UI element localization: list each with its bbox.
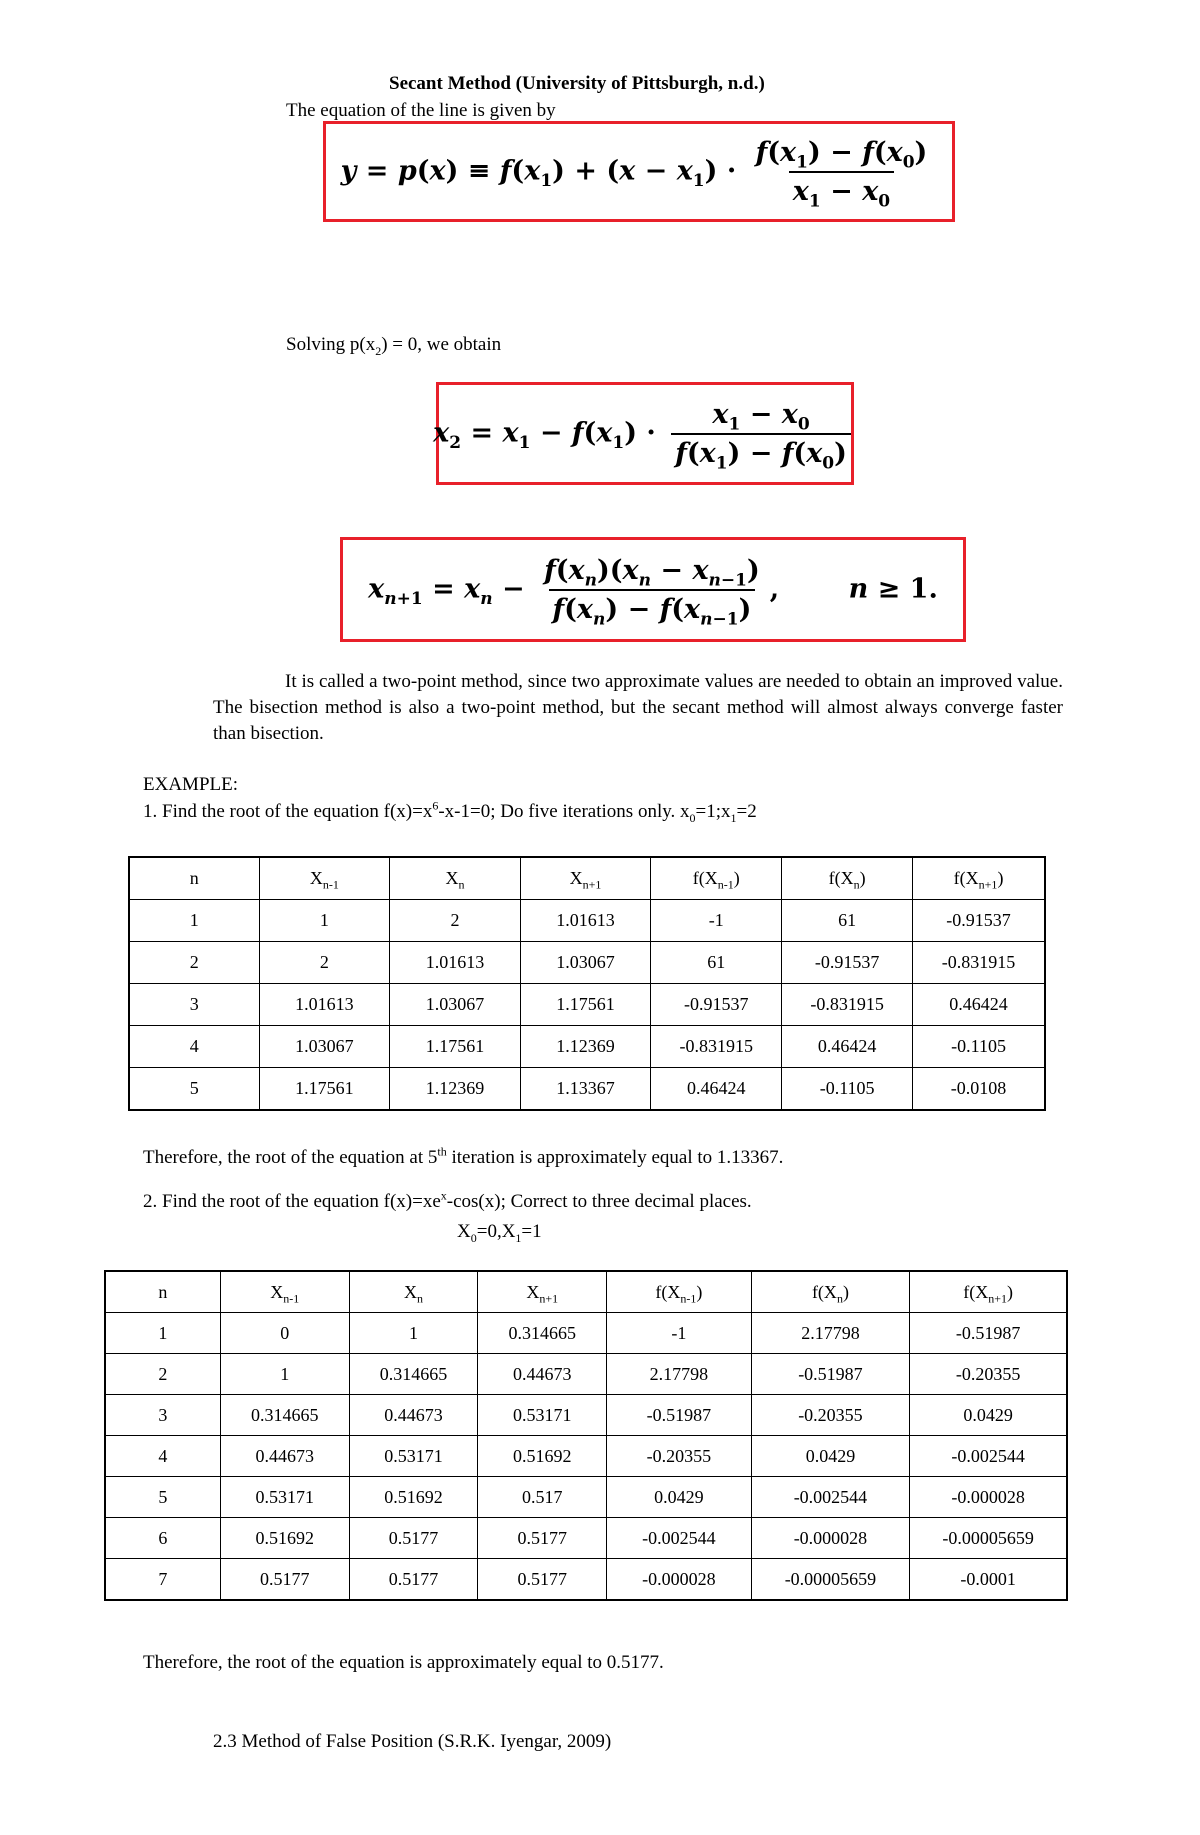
table-cell: -1 <box>607 1313 752 1354</box>
table-cell: -0.002544 <box>910 1436 1067 1477</box>
table-cell: 1 <box>105 1313 220 1354</box>
table-cell: -0.51987 <box>607 1395 752 1436</box>
table-cell: 0.517 <box>478 1477 607 1518</box>
table-row <box>105 1559 1067 1601</box>
example1-prompt: 1. Find the root of the equation $f(x)=x^6-x-1=0$; Do five iterations only. $x_0=1;x_1=2$ <box>143 798 757 825</box>
table-cell: 2.17798 <box>607 1354 752 1395</box>
example-label: EXAMPLE: <box>143 774 238 795</box>
table-cell: 1.03067 <box>520 942 651 984</box>
table-cell: -0.91537 <box>651 984 782 1026</box>
table-cell: 0.5177 <box>478 1518 607 1559</box>
table-cell: 0.46424 <box>913 984 1045 1026</box>
solving-line: Solving $p(x_2) = 0$, we obtain <box>286 334 502 358</box>
table-cell: 3 <box>129 984 259 1026</box>
table-cell: 0.0429 <box>607 1477 752 1518</box>
table-cell: 2 <box>259 942 390 984</box>
table-cell: 61 <box>651 942 782 984</box>
table-cell: -0.20355 <box>910 1354 1067 1395</box>
table-cell: -0.0001 <box>910 1559 1067 1601</box>
t2-header-5: $f(X_n)$ <box>751 1271 910 1313</box>
table-cell: 0.46424 <box>782 1026 913 1068</box>
table-cell: 6 <box>105 1518 220 1559</box>
table-cell: 0.5177 <box>349 1559 478 1601</box>
table-cell: -0.000028 <box>607 1559 752 1601</box>
table-cell: 2 <box>105 1354 220 1395</box>
table-cell: 0.44673 <box>220 1436 349 1477</box>
t1-header-4: $f(X_{n-1})$ <box>651 857 782 900</box>
table-cell: -0.51987 <box>751 1354 910 1395</box>
table-cell: -0.002544 <box>751 1477 910 1518</box>
table-cell: 1 <box>259 900 390 942</box>
table-cell: 3 <box>105 1395 220 1436</box>
table-cell: 1.12369 <box>390 1068 521 1111</box>
table-cell: 5 <box>105 1477 220 1518</box>
table-cell: 0.314665 <box>220 1395 349 1436</box>
t1-header-2: $X_n$ <box>390 857 521 900</box>
table-row <box>105 1313 1067 1354</box>
t2-header-2: $X_n$ <box>349 1271 478 1313</box>
table-cell: 2 <box>390 900 521 942</box>
table-cell: -0.0108 <box>913 1068 1045 1111</box>
table-cell: -0.20355 <box>607 1436 752 1477</box>
table-cell: -0.831915 <box>913 942 1045 984</box>
table-cell: 0.5177 <box>220 1559 349 1601</box>
page-title: Secant Method (University of Pittsburgh, n.d.) <box>389 73 765 94</box>
example1-conclusion: Therefore, the root of the equation at 5th iteration is approximately equal to 1.13367. <box>143 1144 784 1168</box>
table-row <box>105 1518 1067 1559</box>
t1-header-0: n <box>129 857 259 900</box>
secant-iteration-box <box>340 537 966 642</box>
table-row <box>129 942 1045 984</box>
table-cell: -0.00005659 <box>910 1518 1067 1559</box>
table-cell: -0.1105 <box>913 1026 1045 1068</box>
table-cell: -0.831915 <box>782 984 913 1026</box>
t2-header-4: $f(X_{n-1})$ <box>607 1271 752 1313</box>
table-row <box>105 1354 1067 1395</box>
table-row <box>129 1068 1045 1111</box>
x2-equation: $x_2 = x_1 - f(x_1)$ · $\frac{x_1 - x_0}{f(x_1) - f(x_0)}$ <box>433 399 857 469</box>
table-cell: 1.17561 <box>520 984 651 1026</box>
example2-conclusion: Therefore, the root of the equation is approximately equal to 0.5177. <box>143 1652 664 1673</box>
secant-iteration-equation: $x_{n+1} = x_n$ − $\frac{f(x_n)(x_n - x_{n-1})}{f(x_n) - f(x_{n-1})}$ , n ≥ 1. <box>368 554 938 629</box>
table-cell: -0.51987 <box>910 1313 1067 1354</box>
table-row <box>105 1395 1067 1436</box>
table-cell: 0.53171 <box>478 1395 607 1436</box>
table-cell: -0.1105 <box>782 1068 913 1111</box>
table-row <box>105 1436 1067 1477</box>
table-cell: 1 <box>349 1313 478 1354</box>
table-cell: 5 <box>129 1068 259 1111</box>
table-cell: 1.01613 <box>520 900 651 942</box>
table-cell: 0.51692 <box>478 1436 607 1477</box>
table-cell: 2.17798 <box>751 1313 910 1354</box>
table-cell: 1.03067 <box>259 1026 390 1068</box>
intro-line: The equation of the line is given by <box>286 100 556 121</box>
table-cell: 0.314665 <box>478 1313 607 1354</box>
t2-header-1: $X_{n-1}$ <box>220 1271 349 1313</box>
table-cell: 0.44673 <box>478 1354 607 1395</box>
line-equation-box <box>323 121 955 222</box>
t2-header-0: n <box>105 1271 220 1313</box>
table-cell: 0.44673 <box>349 1395 478 1436</box>
table-cell: 0.5177 <box>478 1559 607 1601</box>
explanation-paragraph: It is called a two-point method, since two approximate values are needed to obtain an improved value. The bisection method is also a two-point method, but the secant method will almost always converge faster than bisection. <box>213 671 1063 744</box>
table-cell: -0.91537 <box>913 900 1045 942</box>
table-cell: 7 <box>105 1559 220 1601</box>
t1-header-5: $f(X_n)$ <box>782 857 913 900</box>
example2-initial-values: $X_0=0,X_1=1$ <box>457 1221 542 1245</box>
table-cell: -0.000028 <box>751 1518 910 1559</box>
table-cell: 1.17561 <box>390 1026 521 1068</box>
table-cell: 0.53171 <box>220 1477 349 1518</box>
table-cell: 0.0429 <box>910 1395 1067 1436</box>
table-cell: 0.314665 <box>349 1354 478 1395</box>
table-cell: -1 <box>651 900 782 942</box>
line-equation: $y = p(x) \equiv f(x_1) + (x - x_1)$ · $\frac{f(x_1) - f(x_0)}{x_1 - x_0}$ <box>340 136 928 211</box>
table-row <box>105 1477 1067 1518</box>
table-cell: -0.91537 <box>782 942 913 984</box>
t2-header-3: $X_{n+1}$ <box>478 1271 607 1313</box>
table-cell: 4 <box>129 1026 259 1068</box>
table-cell: 1.12369 <box>520 1026 651 1068</box>
table-cell: 2 <box>129 942 259 984</box>
t1-header-1: $X_{n-1}$ <box>259 857 390 900</box>
x2-equation-box <box>433 382 854 485</box>
table-cell: -0.20355 <box>751 1395 910 1436</box>
table-cell: -0.00005659 <box>751 1559 910 1601</box>
table-cell: 1.17561 <box>259 1068 390 1111</box>
table-cell: 61 <box>782 900 913 942</box>
table-cell: -0.000028 <box>910 1477 1067 1518</box>
table-cell: 1.03067 <box>390 984 521 1026</box>
t2-header-6: $f(X_{n+1})$ <box>910 1271 1067 1313</box>
table-cell: 0 <box>220 1313 349 1354</box>
example2-prompt: 2. Find the root of the equation $f(x)=xe^x-\cos(x)$; Correct to three decimal places. <box>143 1188 752 1212</box>
table-cell: 1 <box>220 1354 349 1395</box>
table-cell: 4 <box>105 1436 220 1477</box>
table-cell: 1 <box>129 900 259 942</box>
table-cell: 1.13367 <box>520 1068 651 1111</box>
table-cell: -0.002544 <box>607 1518 752 1559</box>
next-section-heading: 2.3 Method of False Position (S.R.K. Iyengar, 2009) <box>213 1731 612 1752</box>
table-cell: 1.01613 <box>390 942 521 984</box>
table-cell: 0.0429 <box>751 1436 910 1477</box>
t1-header-6: $f(X_{n+1})$ <box>913 857 1045 900</box>
table-cell: -0.831915 <box>651 1026 782 1068</box>
example1-table <box>128 856 1046 1111</box>
table-row <box>129 900 1045 942</box>
table-row <box>129 1026 1045 1068</box>
table-cell: 0.51692 <box>220 1518 349 1559</box>
table-cell: 0.46424 <box>651 1068 782 1111</box>
table-cell: 1.01613 <box>259 984 390 1026</box>
table-row <box>129 984 1045 1026</box>
table-cell: 0.53171 <box>349 1436 478 1477</box>
example2-table <box>104 1270 1068 1601</box>
table-cell: 0.51692 <box>349 1477 478 1518</box>
t1-header-3: $X_{n+1}$ <box>520 857 651 900</box>
table-cell: 0.5177 <box>349 1518 478 1559</box>
